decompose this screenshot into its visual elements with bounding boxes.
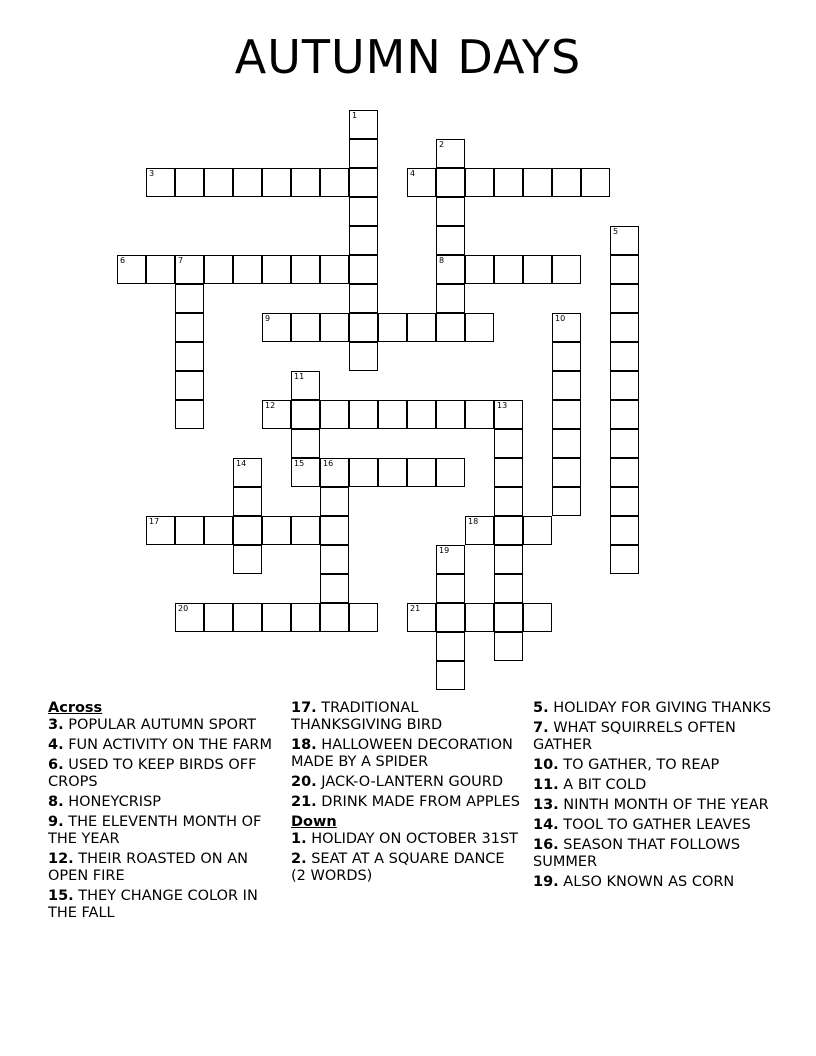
- grid-cell[interactable]: [291, 168, 320, 197]
- clue-number: 17.: [291, 700, 317, 716]
- grid-cell[interactable]: [291, 458, 320, 487]
- clue-text: ALSO KNOWN AS CORN: [558, 874, 735, 890]
- clue-item: [533, 720, 773, 754]
- clue-item: [533, 837, 773, 871]
- cell-number: 19: [439, 546, 450, 555]
- cell-number: 10: [555, 314, 566, 323]
- clue-text: WHAT SQUIRRELS OFTEN GATHER: [533, 720, 736, 753]
- grid-cell[interactable]: [204, 603, 233, 632]
- puzzle-title: AUTUMN DAYS: [234, 30, 582, 84]
- clue-item: [48, 757, 273, 791]
- clue-number: 19.: [533, 874, 559, 890]
- grid-cell[interactable]: [233, 545, 262, 574]
- grid-cell[interactable]: [436, 255, 465, 284]
- grid-cell[interactable]: [610, 429, 639, 458]
- grid-cell[interactable]: [320, 400, 349, 429]
- grid-cell[interactable]: [175, 168, 204, 197]
- grid-cell[interactable]: [262, 400, 291, 429]
- clue-number: 15.: [48, 888, 74, 904]
- grid-cell[interactable]: [610, 400, 639, 429]
- cell-number: 6: [120, 256, 126, 265]
- clue-text: TRADITIONAL THANKSGIVING BIRD: [291, 700, 443, 733]
- grid-cell[interactable]: [204, 168, 233, 197]
- clue-item: [533, 777, 773, 794]
- clue-number: 6.: [48, 757, 64, 773]
- grid-cell[interactable]: [610, 226, 639, 255]
- grid-cell[interactable]: [349, 284, 378, 313]
- clue-number: 20.: [291, 774, 317, 790]
- grid-cell[interactable]: [349, 458, 378, 487]
- grid-cell[interactable]: [349, 197, 378, 226]
- grid-cell[interactable]: [552, 458, 581, 487]
- grid-cell[interactable]: [320, 458, 349, 487]
- grid-cell[interactable]: [552, 168, 581, 197]
- grid-cell[interactable]: [349, 400, 378, 429]
- grid-cell[interactable]: [233, 168, 262, 197]
- cell-number: 7: [178, 256, 184, 265]
- grid-cell[interactable]: [494, 545, 523, 574]
- grid-cell[interactable]: [320, 603, 349, 632]
- grid-cell[interactable]: [581, 168, 610, 197]
- clue-text: USED TO KEEP BIRDS OFF CROPS: [48, 757, 257, 790]
- grid-cell[interactable]: [320, 574, 349, 603]
- grid-cell[interactable]: [552, 429, 581, 458]
- grid-cell[interactable]: [349, 226, 378, 255]
- cell-number: 1: [352, 111, 358, 120]
- grid-cell[interactable]: [436, 603, 465, 632]
- clue-number: 9.: [48, 814, 64, 830]
- grid-cell[interactable]: [494, 168, 523, 197]
- grid-cell[interactable]: [291, 603, 320, 632]
- clue-item: [48, 737, 273, 754]
- clue-item: [48, 888, 273, 922]
- grid-cell[interactable]: [320, 255, 349, 284]
- grid-cell[interactable]: [262, 516, 291, 545]
- clue-item: [291, 737, 521, 771]
- grid-cell[interactable]: [262, 313, 291, 342]
- grid-cell[interactable]: [262, 255, 291, 284]
- clue-text: THEIR ROASTED ON AN OPEN FIRE: [48, 851, 248, 884]
- grid-cell[interactable]: [436, 574, 465, 603]
- cell-number: 9: [265, 314, 271, 323]
- clue-column-2: [291, 700, 521, 888]
- grid-cell[interactable]: [465, 400, 494, 429]
- grid-cell[interactable]: [175, 284, 204, 313]
- clue-item: [48, 717, 273, 734]
- grid-cell[interactable]: [146, 255, 175, 284]
- clue-text: SEASON THAT FOLLOWS SUMMER: [533, 837, 741, 870]
- grid-cell[interactable]: [320, 545, 349, 574]
- grid-cell[interactable]: [233, 603, 262, 632]
- grid-cell[interactable]: [610, 516, 639, 545]
- clue-number: 4.: [48, 737, 64, 753]
- grid-cell[interactable]: [233, 458, 262, 487]
- cell-number: 21: [410, 604, 421, 613]
- clue-number: 10.: [533, 757, 559, 773]
- grid-cell[interactable]: [320, 487, 349, 516]
- grid-cell[interactable]: [349, 168, 378, 197]
- clue-item: [533, 757, 773, 774]
- grid-cell[interactable]: [175, 371, 204, 400]
- grid-cell[interactable]: [465, 168, 494, 197]
- grid-cell[interactable]: [610, 458, 639, 487]
- clue-item: [533, 817, 773, 834]
- clue-text: THE ELEVENTH MONTH OF THE YEAR: [48, 814, 262, 847]
- clue-text: HOLIDAY ON OCTOBER 31ST: [306, 831, 519, 847]
- clue-number: 14.: [533, 817, 559, 833]
- grid-cell[interactable]: [233, 255, 262, 284]
- grid-cell[interactable]: [523, 603, 552, 632]
- grid-cell[interactable]: [146, 168, 175, 197]
- grid-cell[interactable]: [436, 545, 465, 574]
- clue-number: 7.: [533, 720, 549, 736]
- cell-number: 12: [265, 401, 276, 410]
- clue-text: SEAT AT A SQUARE DANCE (2 WORDS): [291, 851, 505, 884]
- grid-cell[interactable]: [117, 255, 146, 284]
- grid-cell[interactable]: [233, 487, 262, 516]
- across-heading: Across: [48, 700, 103, 716]
- grid-cell[interactable]: [465, 313, 494, 342]
- clue-text: HONEYCRISP: [63, 794, 162, 810]
- grid-cell[interactable]: [610, 284, 639, 313]
- clue-item: [533, 797, 773, 814]
- down-heading: Down: [291, 814, 337, 830]
- grid-cell[interactable]: [465, 603, 494, 632]
- grid-cell[interactable]: [233, 516, 262, 545]
- cell-number: 5: [613, 227, 619, 236]
- grid-cell[interactable]: [465, 255, 494, 284]
- grid-cell[interactable]: [349, 342, 378, 371]
- grid-cell[interactable]: [349, 313, 378, 342]
- grid-cell[interactable]: [436, 458, 465, 487]
- grid-cell[interactable]: [407, 313, 436, 342]
- clue-text: THEY CHANGE COLOR IN THE FALL: [48, 888, 258, 921]
- grid-cell[interactable]: [378, 313, 407, 342]
- clue-item: [291, 851, 521, 885]
- clue-text: JACK-O-LANTERN GOURD: [316, 774, 504, 790]
- clue-number: 21.: [291, 794, 317, 810]
- clue-number: 3.: [48, 717, 64, 733]
- grid-cell[interactable]: [291, 313, 320, 342]
- grid-cell[interactable]: [494, 400, 523, 429]
- grid-cell[interactable]: [204, 516, 233, 545]
- clue-item: [291, 700, 521, 734]
- clue-number: 2.: [291, 851, 307, 867]
- clue-text: DRINK MADE FROM APPLES: [316, 794, 520, 810]
- grid-cell[interactable]: [436, 139, 465, 168]
- grid-cell[interactable]: [610, 371, 639, 400]
- grid-cell[interactable]: [175, 516, 204, 545]
- grid-cell[interactable]: [262, 603, 291, 632]
- grid-cell[interactable]: [494, 516, 523, 545]
- clue-text: TOOL TO GATHER LEAVES: [558, 817, 751, 833]
- clue-text: POPULAR AUTUMN SPORT: [63, 717, 256, 733]
- grid-cell[interactable]: [494, 487, 523, 516]
- cell-number: 15: [294, 459, 305, 468]
- grid-cell[interactable]: [494, 603, 523, 632]
- cell-number: 3: [149, 169, 155, 178]
- grid-cell[interactable]: [291, 429, 320, 458]
- grid-cell[interactable]: [436, 168, 465, 197]
- grid-cell[interactable]: [175, 400, 204, 429]
- grid-cell[interactable]: [523, 255, 552, 284]
- grid-cell[interactable]: [436, 197, 465, 226]
- grid-cell[interactable]: [175, 255, 204, 284]
- grid-cell[interactable]: [552, 487, 581, 516]
- clue-text: HALLOWEEN DECORATION MADE BY A SPIDER: [291, 737, 513, 770]
- grid-cell[interactable]: [320, 516, 349, 545]
- grid-cell[interactable]: [320, 168, 349, 197]
- cell-number: 20: [178, 604, 189, 613]
- clue-item: [48, 794, 273, 811]
- clue-number: 12.: [48, 851, 74, 867]
- grid-cell[interactable]: [494, 429, 523, 458]
- grid-cell[interactable]: [610, 313, 639, 342]
- grid-cell[interactable]: [349, 255, 378, 284]
- grid-cell[interactable]: [494, 458, 523, 487]
- cell-number: 2: [439, 140, 445, 149]
- clue-text: NINTH MONTH OF THE YEAR: [558, 797, 769, 813]
- grid-cell[interactable]: [552, 313, 581, 342]
- grid-cell[interactable]: [291, 516, 320, 545]
- grid-cell[interactable]: [552, 255, 581, 284]
- grid-cell[interactable]: [320, 313, 349, 342]
- grid-cell[interactable]: [407, 458, 436, 487]
- grid-cell[interactable]: [146, 516, 175, 545]
- grid-cell[interactable]: [610, 487, 639, 516]
- grid-cell[interactable]: [523, 168, 552, 197]
- grid-cell[interactable]: [407, 168, 436, 197]
- grid-cell[interactable]: [552, 400, 581, 429]
- clue-text: FUN ACTIVITY ON THE FARM: [63, 737, 272, 753]
- clue-number: 18.: [291, 737, 317, 753]
- grid-cell[interactable]: [610, 342, 639, 371]
- cell-number: 18: [468, 517, 479, 526]
- clue-text: TO GATHER, TO REAP: [558, 757, 720, 773]
- clue-item: [533, 700, 773, 717]
- clue-number: 8.: [48, 794, 64, 810]
- clue-column-1: [48, 700, 273, 925]
- grid-cell[interactable]: [175, 313, 204, 342]
- grid-cell[interactable]: [494, 632, 523, 661]
- clue-number: 11.: [533, 777, 559, 793]
- grid-cell[interactable]: [494, 574, 523, 603]
- cell-number: 11: [294, 372, 305, 381]
- grid-cell[interactable]: [378, 400, 407, 429]
- cell-number: 13: [497, 401, 508, 410]
- grid-cell[interactable]: [204, 255, 233, 284]
- clue-number: 5.: [533, 700, 549, 716]
- grid-cell[interactable]: [494, 255, 523, 284]
- grid-cell[interactable]: [465, 516, 494, 545]
- grid-cell[interactable]: [436, 632, 465, 661]
- grid-cell[interactable]: [291, 371, 320, 400]
- grid-cell[interactable]: [610, 545, 639, 574]
- clue-number: 13.: [533, 797, 559, 813]
- grid-cell[interactable]: [175, 342, 204, 371]
- grid-cell[interactable]: [291, 255, 320, 284]
- grid-cell[interactable]: [436, 400, 465, 429]
- clue-item: [291, 774, 521, 791]
- clue-number: 1.: [291, 831, 307, 847]
- clue-column-3: [533, 700, 773, 894]
- grid-cell[interactable]: [523, 516, 552, 545]
- grid-cell[interactable]: [262, 168, 291, 197]
- clue-item: [291, 794, 521, 811]
- cell-number: 14: [236, 459, 247, 468]
- grid-cell[interactable]: [407, 603, 436, 632]
- grid-cell[interactable]: [436, 661, 465, 690]
- grid-cell[interactable]: [610, 255, 639, 284]
- grid-cell[interactable]: [552, 342, 581, 371]
- grid-cell[interactable]: [175, 603, 204, 632]
- cell-number: 8: [439, 256, 445, 265]
- grid-cell[interactable]: [349, 603, 378, 632]
- grid-cell[interactable]: [436, 226, 465, 255]
- clue-number: 16.: [533, 837, 559, 853]
- clue-item: [533, 874, 773, 891]
- grid-cell[interactable]: [349, 139, 378, 168]
- clue-item: [48, 851, 273, 885]
- cell-number: 4: [410, 169, 416, 178]
- grid-cell[interactable]: [407, 400, 436, 429]
- grid-cell[interactable]: [349, 110, 378, 139]
- grid-cell[interactable]: [436, 313, 465, 342]
- grid-cell[interactable]: [378, 458, 407, 487]
- clue-text: A BIT COLD: [558, 777, 647, 793]
- grid-cell[interactable]: [291, 400, 320, 429]
- cell-number: 16: [323, 459, 334, 468]
- grid-cell[interactable]: [436, 284, 465, 313]
- clue-text: HOLIDAY FOR GIVING THANKS: [548, 700, 772, 716]
- clue-item: [48, 814, 273, 848]
- clue-item: [291, 831, 521, 848]
- cell-number: 17: [149, 517, 160, 526]
- grid-cell[interactable]: [552, 371, 581, 400]
